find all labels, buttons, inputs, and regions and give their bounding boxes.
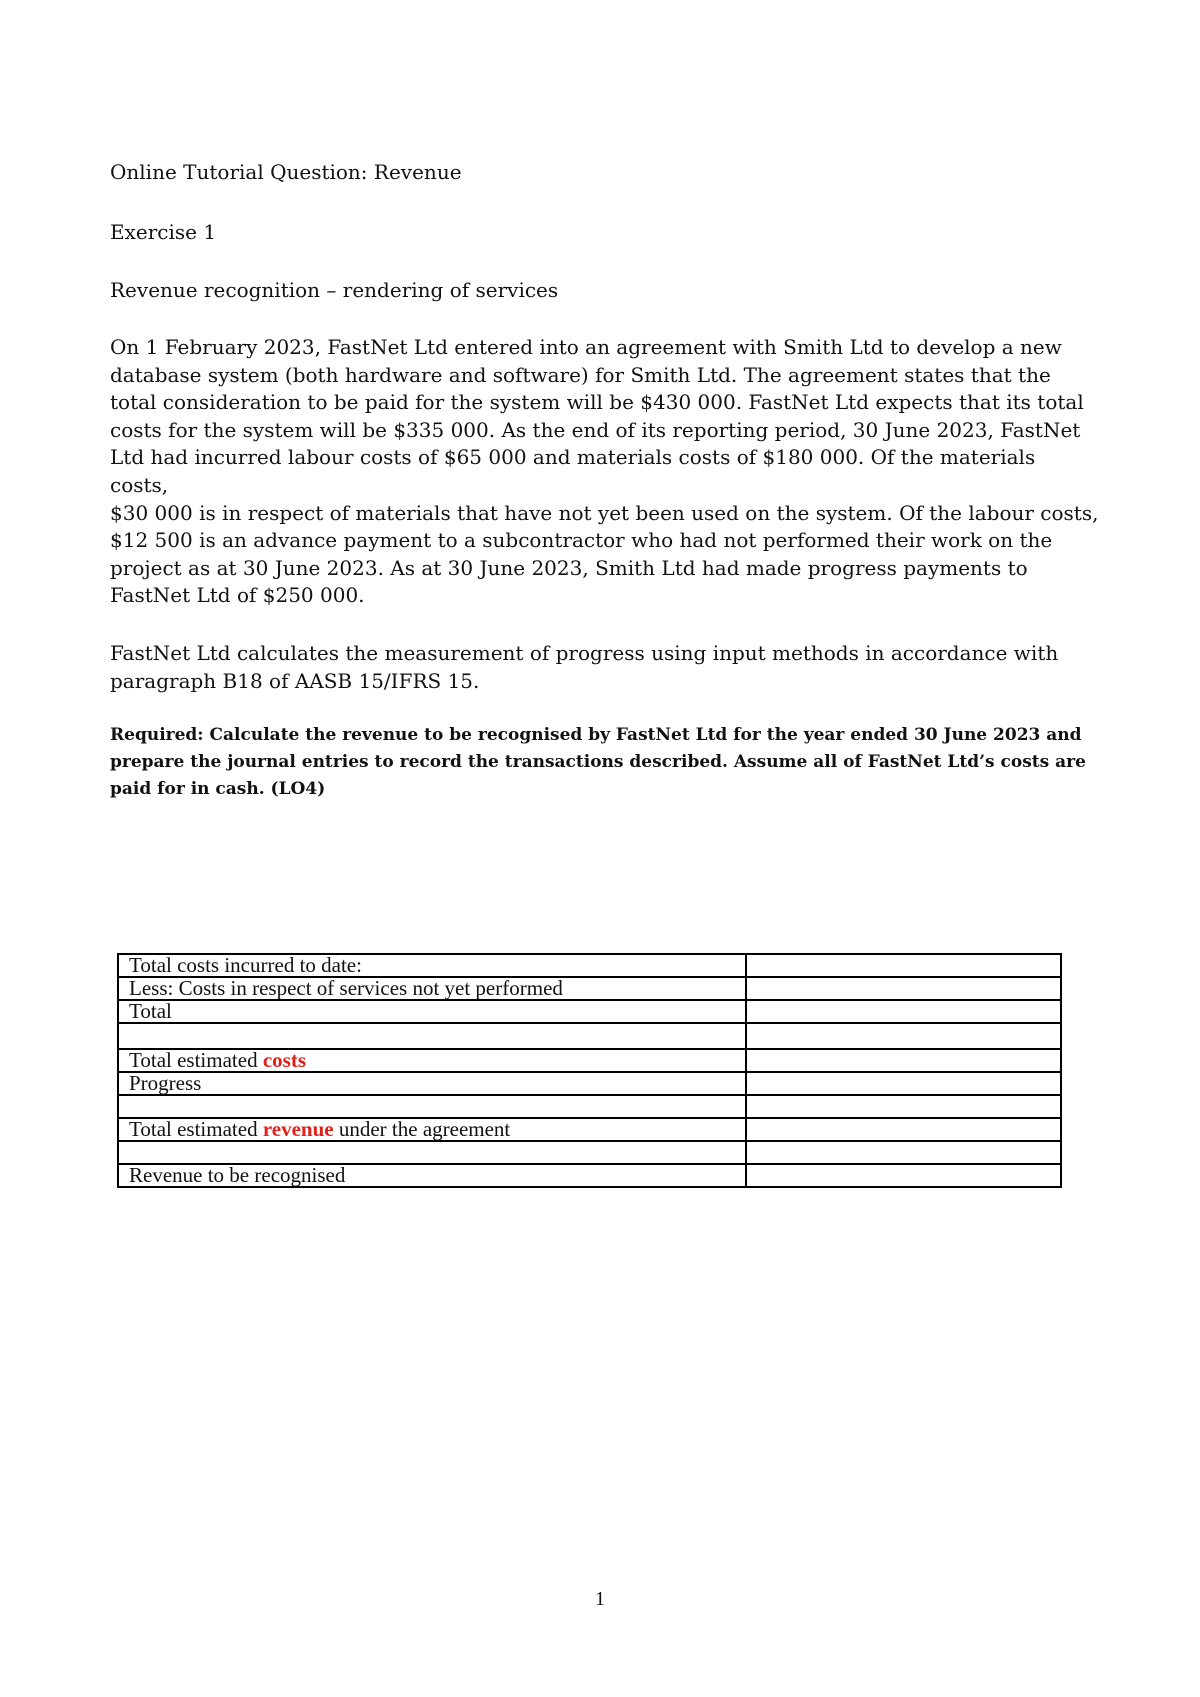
row-label: Progress [118, 1072, 746, 1095]
method-paragraph [110, 640, 1100, 695]
exercise-heading: Exercise 1 [110, 220, 217, 244]
row-value-cell [746, 1164, 1061, 1187]
row-label: Total [118, 1000, 746, 1023]
row-label [118, 1095, 746, 1118]
row-label [118, 1049, 746, 1072]
paragraph-line: costs for the system will be $335 000. As the end of its reporting period, 30 June 2023, FastNet [110, 417, 1081, 442]
row-label: Less: Costs in respect of services not yet performed [118, 977, 746, 1000]
paragraph-line: $12 500 is an advance payment to a subcontractor who had not performed their work on the [110, 528, 1053, 553]
table-row [118, 954, 1061, 977]
row-label [118, 1118, 746, 1141]
row-label: Total costs incurred to date: [118, 954, 746, 977]
row-value-cell [746, 1072, 1061, 1095]
table-row [118, 1072, 1061, 1095]
row-value-cell [746, 1095, 1061, 1118]
table-row [118, 1049, 1061, 1072]
paragraph-line: $30 000 is in respect of materials that have not yet been used on the system. Of the labour costs, [110, 500, 1099, 525]
paragraph-line: costs, [110, 472, 169, 497]
paragraph-line: database system (both hardware and software) for Smith Ltd. The agreement states that the [110, 362, 1051, 387]
row-value-cell [746, 1023, 1061, 1049]
paragraph-line: On 1 February 2023, FastNet Ltd entered into an agreement with Smith Ltd to develop a new [110, 335, 1062, 359]
label-suffix: under the agreement [333, 1117, 511, 1141]
row-value-cell [746, 1049, 1061, 1072]
paragraph-line: project as at 30 June 2023. As at 30 June 2023, Smith Ltd had made progress payments to [110, 555, 1028, 580]
row-label [118, 1023, 746, 1049]
section-subtitle: Revenue recognition – rendering of services [110, 278, 559, 302]
row-value-cell [746, 977, 1061, 1000]
row-value-cell [746, 1141, 1061, 1164]
scenario-paragraph [110, 334, 1100, 610]
table-row [118, 1095, 1061, 1118]
required-line: prepare the journal entries to record the transactions described. Assume all of FastNet Ltd’s costs are [110, 752, 1086, 772]
paragraph-line: total consideration to be paid for the system will be $430 000. FastNet Ltd expects that its total [110, 390, 1084, 415]
table-row [118, 1141, 1061, 1164]
table-row [118, 1000, 1061, 1023]
table-row [118, 1023, 1061, 1049]
table-row [118, 1164, 1061, 1187]
row-value-cell [746, 954, 1061, 977]
row-value-cell [746, 1118, 1061, 1141]
paragraph-line: FastNet Ltd of $250 000. [110, 583, 365, 608]
label-prefix: Total estimated [129, 1117, 263, 1141]
paragraph-line: paragraph B18 of AASB 15/IFRS 15. [110, 668, 480, 693]
revenue-calculation-table [117, 953, 1062, 1188]
page-number: 1 [595, 1588, 605, 1610]
required-instructions [110, 722, 1100, 803]
highlight-word: revenue [262, 1117, 334, 1141]
row-label: Revenue to be recognised [118, 1164, 746, 1187]
required-line: Required: Calculate the revenue to be recognised by FastNet Ltd for the year ended 30 June 2023 and [110, 725, 1082, 745]
page-title: Online Tutorial Question: Revenue [110, 160, 462, 184]
paragraph-line: FastNet Ltd calculates the measurement of progress using input methods in accordance with [110, 641, 1059, 665]
row-label [118, 1141, 746, 1164]
required-line: paid for in cash. (LO4) [110, 779, 326, 799]
paragraph-line: Ltd had incurred labour costs of $65 000 and materials costs of $180 000. Of the materials [110, 445, 1036, 470]
table-row [118, 1118, 1061, 1141]
row-value-cell [746, 1000, 1061, 1023]
label-prefix: Total estimated [129, 1048, 263, 1072]
highlight-word: costs [262, 1048, 306, 1072]
table-row [118, 977, 1061, 1000]
